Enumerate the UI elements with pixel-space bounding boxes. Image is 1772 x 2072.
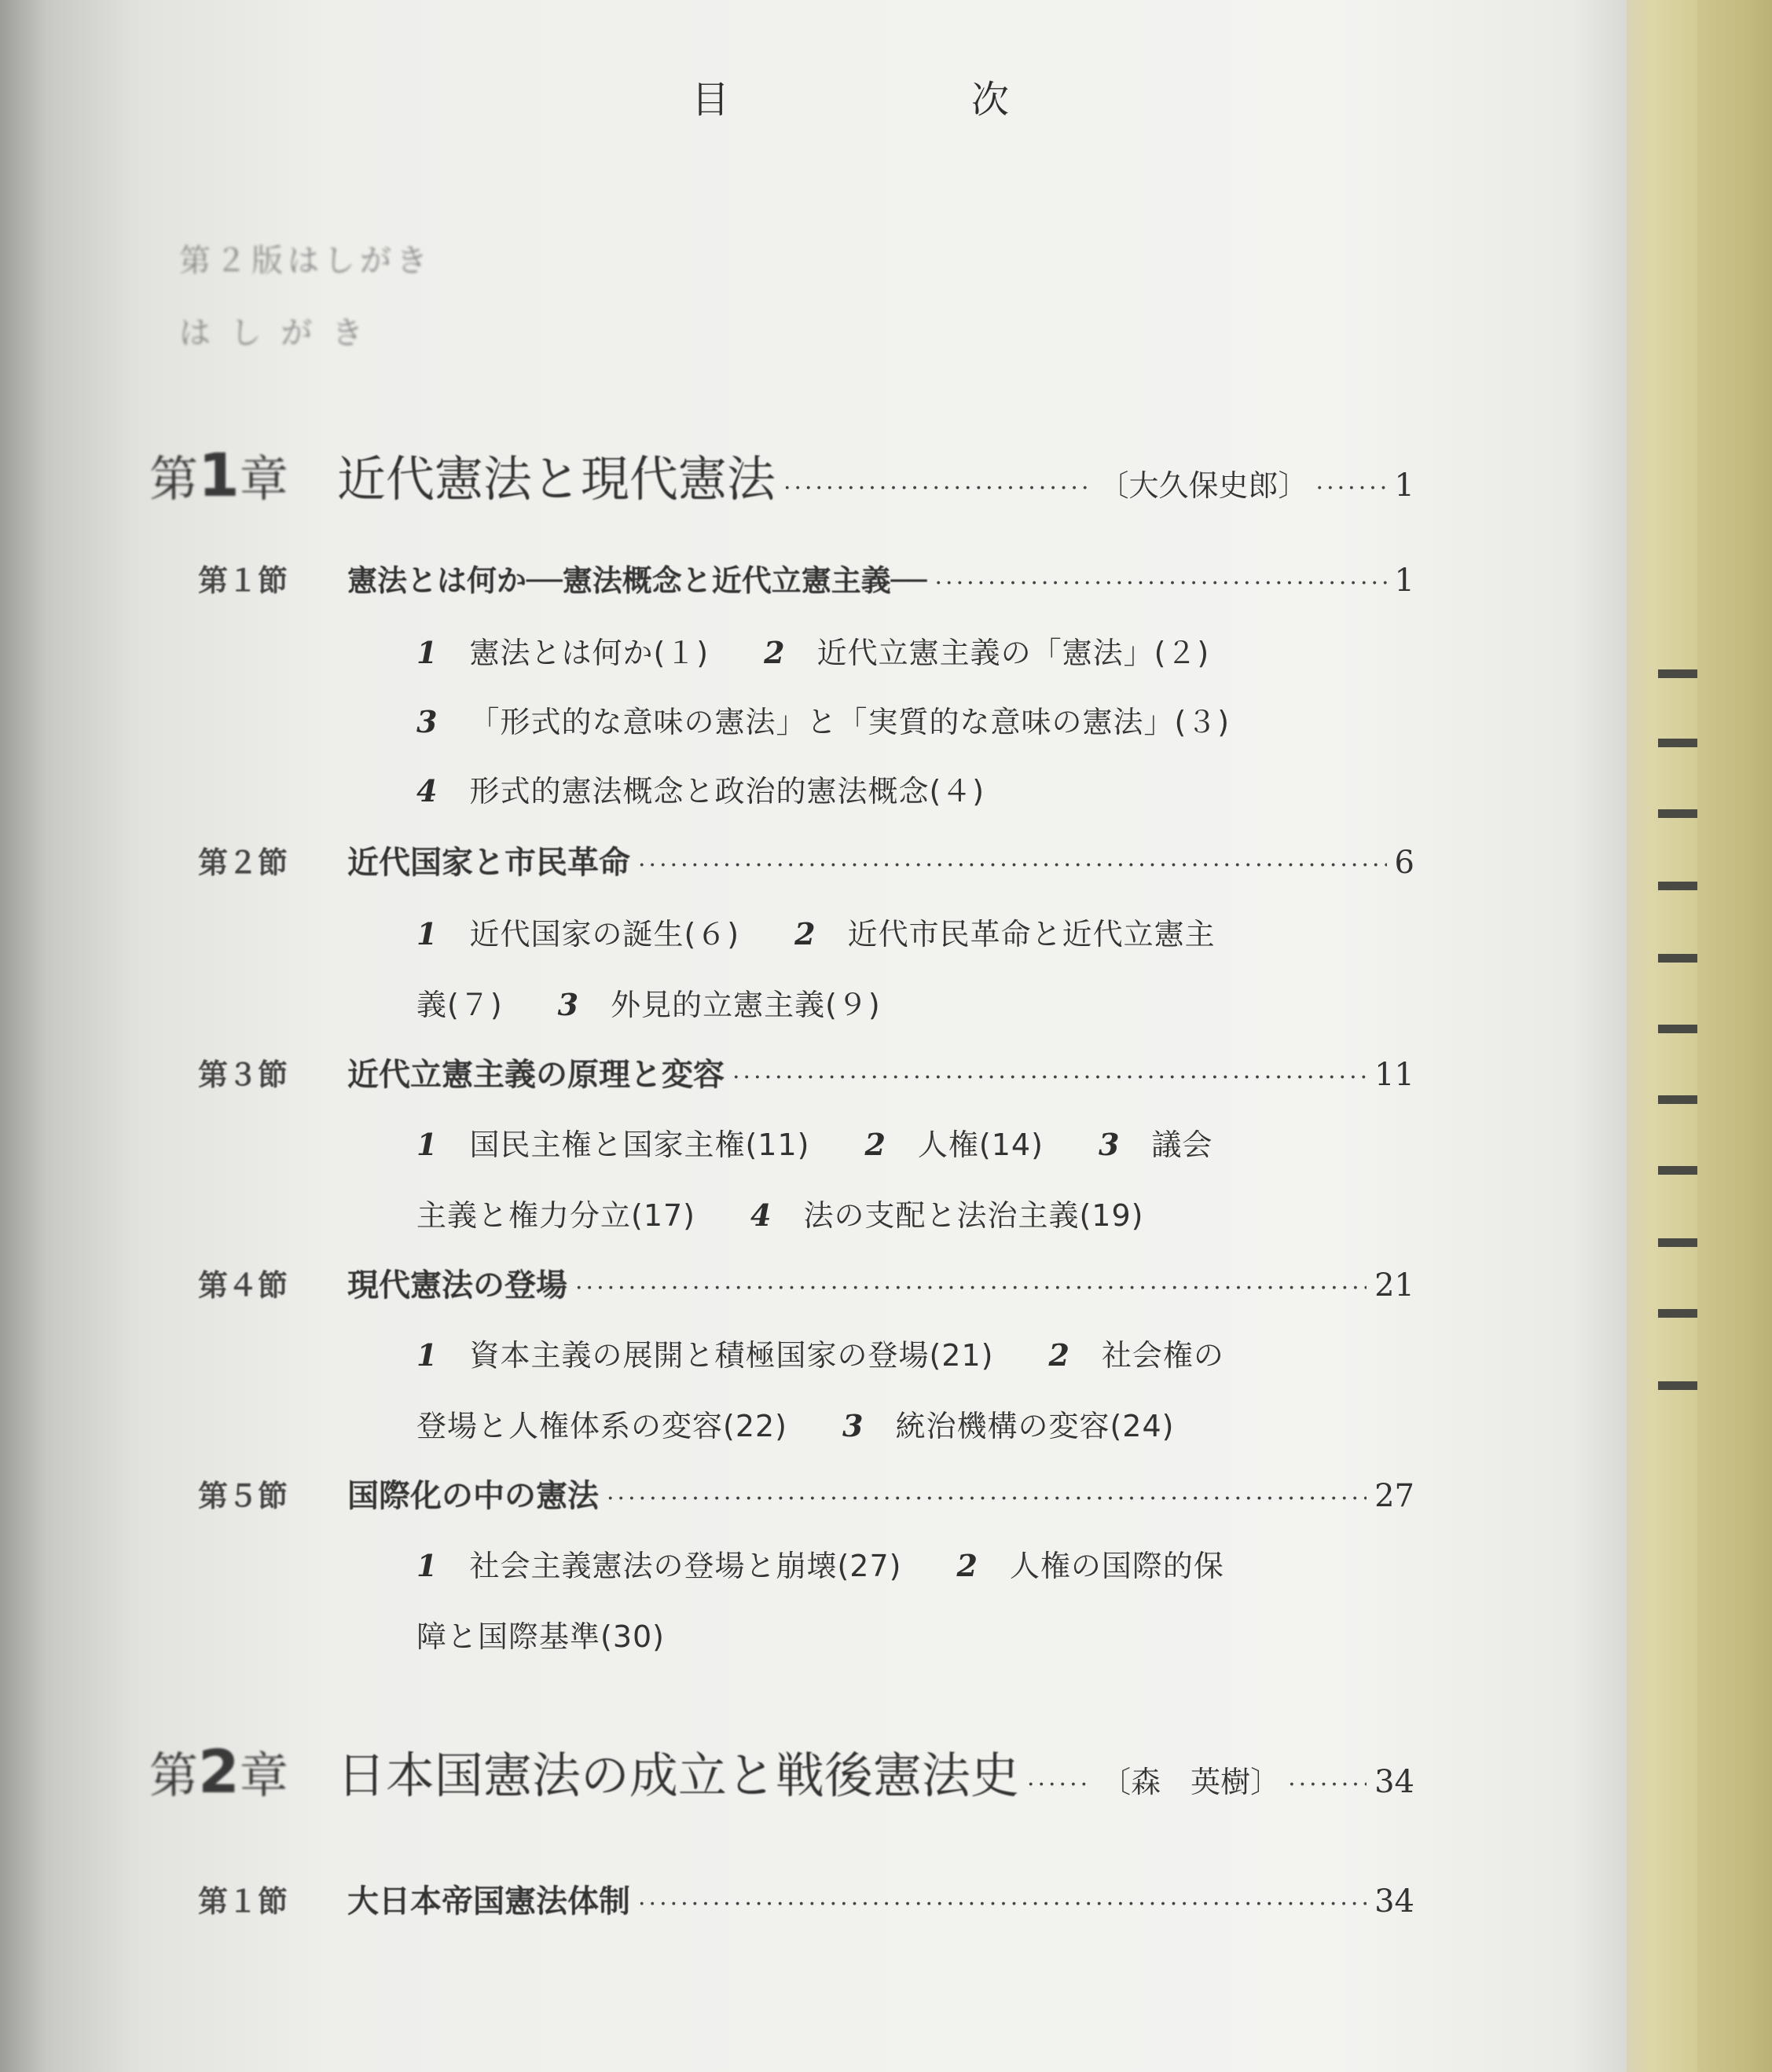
leader-dots xyxy=(638,852,1387,879)
subsection-title: 主義と権力分立(17) xyxy=(416,1198,696,1233)
leader-dots xyxy=(1316,475,1387,502)
page-edge-mark xyxy=(1658,809,1697,818)
section-page: 11 xyxy=(1374,1057,1414,1093)
chapter-1-number: 第1章 xyxy=(149,440,288,510)
leader-dots xyxy=(607,1485,1367,1513)
subsection-line xyxy=(416,1191,1143,1234)
section-number: 第５節 xyxy=(198,1479,288,1513)
subsection-number: 1 xyxy=(416,1127,438,1162)
subsection-number: 4 xyxy=(750,1197,772,1233)
book-cover-edge xyxy=(1697,0,1772,2072)
page-title: 目 次 xyxy=(692,78,1112,122)
chapter-2-number: 第2章 xyxy=(149,1736,288,1806)
section-1-3-entry xyxy=(198,1050,1414,1095)
leader-dots xyxy=(575,1274,1367,1302)
page-edge-mark xyxy=(1658,1025,1697,1033)
chapter-1-author: 〔大久保史郎〕 xyxy=(1099,468,1308,503)
section-1-5-entry xyxy=(198,1471,1414,1516)
subsection-line xyxy=(416,1120,1213,1164)
leader-dots xyxy=(1288,1771,1367,1799)
chapter-2-entry xyxy=(149,1736,1414,1806)
subsection-number: 2 xyxy=(956,1548,978,1583)
section-2-1-entry xyxy=(198,1876,1414,1921)
subsection-number: 1 xyxy=(416,1337,438,1373)
page-edge-mark xyxy=(1658,739,1697,747)
subsection-title: 資本主義の展開と積極国家の登場(21) xyxy=(469,1338,994,1373)
subsection-title: 障と国際基準(30) xyxy=(416,1619,666,1654)
page-edge-mark xyxy=(1658,1166,1697,1175)
section-page: 27 xyxy=(1374,1478,1414,1514)
section-number: 第３節 xyxy=(198,1058,288,1092)
subsection-number: 3 xyxy=(1098,1127,1121,1162)
section-number: 第４節 xyxy=(198,1268,288,1303)
subsection-line xyxy=(416,698,1230,741)
subsection-title: 「形式的な意味の憲法」と「実質的な意味の憲法」(３) xyxy=(469,705,1231,739)
section-title: 憲法とは何か──憲法概念と近代立憲主義── xyxy=(347,563,927,598)
subsection-line xyxy=(416,910,1216,953)
subsection-number: 2 xyxy=(764,635,786,670)
subsection-title: 近代立憲主義の「憲法」(２) xyxy=(816,636,1210,670)
subsection-title: 人権(14) xyxy=(917,1128,1044,1162)
subsection-title: 近代国家の誕生(６) xyxy=(469,917,740,952)
section-number: 第１節 xyxy=(198,563,288,598)
leader-dots xyxy=(783,475,1091,502)
leader-dots xyxy=(638,1890,1367,1918)
page-edge-mark xyxy=(1658,954,1697,963)
subsection-title: 近代市民革命と近代立憲主 xyxy=(847,917,1216,952)
subsection-title: 登場と人権体系の変容(22) xyxy=(416,1409,788,1443)
page-edge-mark xyxy=(1658,882,1697,890)
section-1-1-entry xyxy=(198,556,1414,600)
subsection-title: 人権の国際的保 xyxy=(1009,1549,1224,1583)
show-through-text xyxy=(550,47,580,90)
subsection-line xyxy=(416,629,1209,672)
page-edge-mark xyxy=(1658,1238,1697,1247)
subsection-number: 1 xyxy=(416,916,438,952)
chapter-2-page: 34 xyxy=(1374,1764,1414,1800)
subsection-number: 2 xyxy=(794,916,816,952)
chapter-1-page: 1 xyxy=(1394,468,1414,504)
subsection-number: 3 xyxy=(416,704,438,739)
section-page: 6 xyxy=(1394,845,1414,881)
subsection-title: 義(７) xyxy=(416,988,503,1022)
page-edge-mark xyxy=(1658,1381,1697,1390)
chapter-2-title: 日本国憲法の成立と戦後憲法史 xyxy=(336,1747,1019,1804)
chapter-1-entry xyxy=(149,440,1414,510)
subsection-number: 1 xyxy=(416,635,438,670)
section-page: 34 xyxy=(1374,1883,1414,1920)
subsection-number: 4 xyxy=(416,773,438,809)
leader-dots xyxy=(732,1064,1367,1091)
subsection-title: 社会主義憲法の登場と崩壊(27) xyxy=(469,1549,902,1583)
subsection-line xyxy=(416,1402,1174,1445)
subsection-title: 憲法とは何か(１) xyxy=(469,636,710,670)
subsection-line xyxy=(416,1331,1224,1374)
front-matter-preface: は し が き xyxy=(179,315,369,351)
page-edge-mark xyxy=(1658,1095,1697,1104)
subsection-number: 1 xyxy=(416,1548,438,1583)
subsection-line xyxy=(416,1542,1224,1585)
subsection-line xyxy=(416,767,985,810)
subsection-title: 議会 xyxy=(1151,1128,1213,1162)
section-title: 現代憲法の登場 xyxy=(347,1267,567,1304)
subsection-title: 国民主権と国家主権(11) xyxy=(469,1128,810,1162)
subsection-line xyxy=(416,1612,665,1656)
chapter-2-author: 〔森 英樹〕 xyxy=(1101,1765,1281,1799)
section-number: 第１節 xyxy=(198,1884,288,1919)
subsection-title: 外見的立憲主義(９) xyxy=(611,988,881,1022)
subsection-title: 形式的憲法概念と政治的憲法概念(４) xyxy=(469,774,985,809)
subsection-number: 3 xyxy=(557,987,580,1022)
section-title: 近代立憲主義の原理と変容 xyxy=(347,1057,725,1093)
subsection-title: 統治機構の変容(24) xyxy=(895,1409,1175,1443)
subsection-title: 社会権の xyxy=(1101,1338,1224,1373)
front-matter-preface-2nd: 第２版はしがき xyxy=(179,243,432,279)
section-page: 21 xyxy=(1374,1267,1414,1304)
page-edge-mark xyxy=(1658,669,1697,678)
section-1-2-entry xyxy=(198,838,1414,882)
section-page: 1 xyxy=(1394,563,1414,599)
subsection-number: 2 xyxy=(864,1127,886,1162)
subsection-title: 法の支配と法治主義(19) xyxy=(803,1198,1144,1233)
subsection-number: 3 xyxy=(842,1408,864,1443)
section-title: 大日本帝国憲法体制 xyxy=(347,1883,630,1920)
leader-dots xyxy=(1027,1771,1093,1799)
page-edge-mark xyxy=(1658,1309,1697,1318)
subsection-line xyxy=(416,981,881,1024)
chapter-1-title: 近代憲法と現代憲法 xyxy=(336,450,776,508)
section-title: 国際化の中の憲法 xyxy=(347,1478,599,1514)
section-1-4-entry xyxy=(198,1260,1414,1305)
section-number: 第２節 xyxy=(198,845,288,880)
leader-dots xyxy=(935,570,1387,597)
book-page-edges xyxy=(1627,0,1697,2072)
section-title: 近代国家と市民革命 xyxy=(347,845,630,881)
subsection-number: 2 xyxy=(1048,1337,1070,1373)
